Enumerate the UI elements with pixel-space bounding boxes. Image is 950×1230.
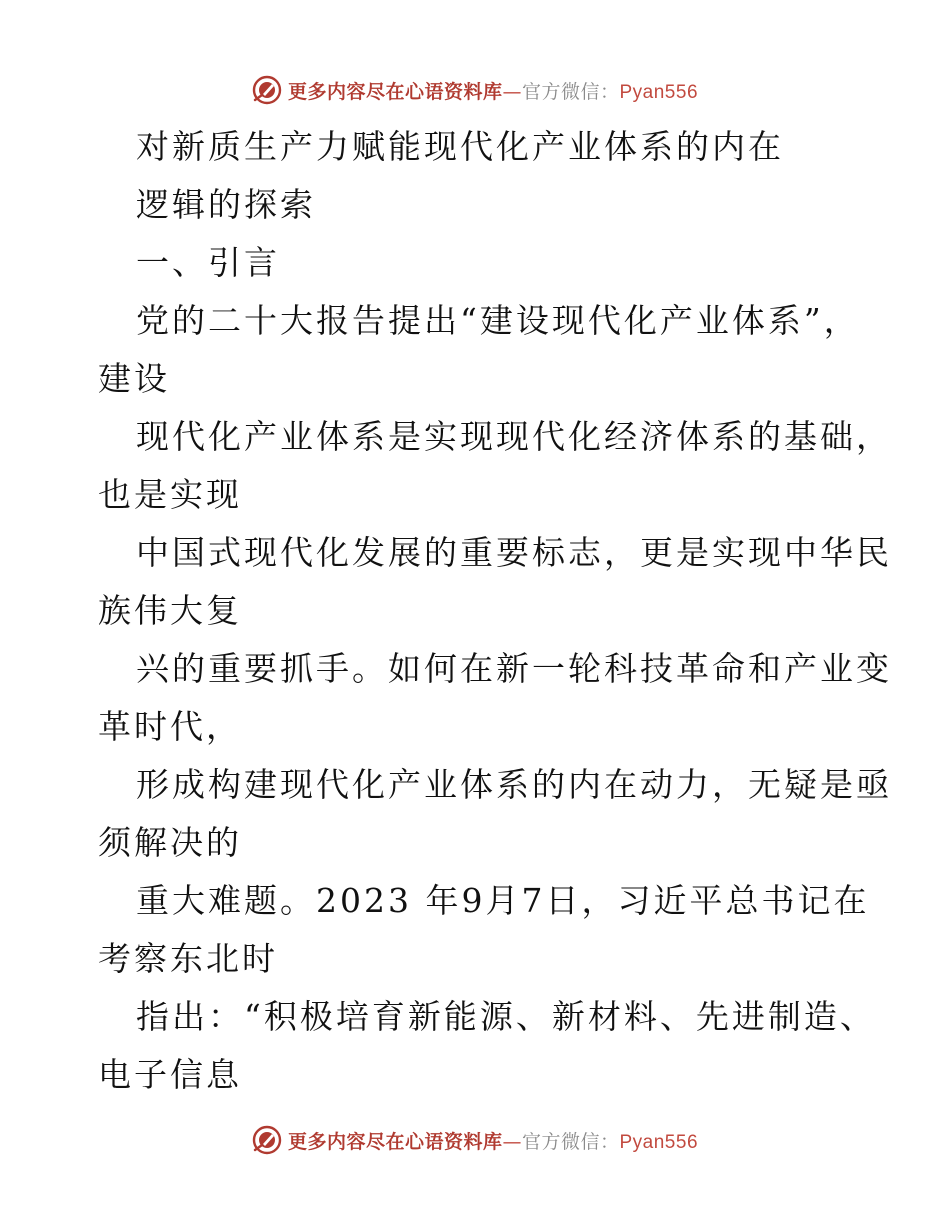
watermark-text bbox=[288, 77, 698, 104]
text-line: 革时代， bbox=[98, 707, 242, 746]
text-line: 现代化产业体系是实现现代化经济体系的基础， bbox=[136, 417, 892, 456]
text-line: 指出：“积极培育新能源、新材料、先进制造、 bbox=[136, 997, 876, 1036]
text-line: 中国式现代化发展的重要标志，更是实现中华民 bbox=[136, 533, 892, 572]
pen-logo-icon bbox=[252, 75, 282, 105]
text-line: 考察东北时 bbox=[98, 939, 278, 978]
watermark-label: 官方微信： bbox=[521, 1130, 620, 1153]
text-line: 也是实现 bbox=[98, 475, 242, 514]
text-line: 须解决的 bbox=[98, 823, 242, 862]
document-body bbox=[98, 118, 892, 1104]
watermark-wechat-id: Pyan556 bbox=[619, 81, 699, 103]
watermark-dash: — bbox=[502, 1130, 522, 1153]
text-line: 电子信息 bbox=[98, 1055, 242, 1094]
watermark-brand: 更多内容尽在心语资料库 bbox=[287, 80, 503, 103]
watermark-brand: 更多内容尽在心语资料库 bbox=[287, 1130, 503, 1153]
text-line: 形成构建现代化产业体系的内在动力，无疑是亟 bbox=[136, 765, 892, 804]
text-line: 一、引言 bbox=[136, 243, 280, 282]
watermark-text bbox=[288, 1127, 698, 1154]
watermark-dash: — bbox=[502, 80, 522, 103]
text-line: 重大难题。2023 年9月7日，习近平总书记在 bbox=[136, 881, 870, 920]
watermark-label: 官方微信： bbox=[521, 80, 620, 103]
text-line: 族伟大复 bbox=[98, 591, 242, 630]
watermark-wechat-id: Pyan556 bbox=[619, 1131, 699, 1153]
text-line: 对新质生产力赋能现代化产业体系的内在 bbox=[136, 127, 784, 166]
text-line: 建设 bbox=[98, 359, 170, 398]
pen-logo-icon bbox=[252, 1125, 282, 1155]
header-watermark-banner bbox=[0, 70, 950, 110]
text-line: 逻辑的探索 bbox=[136, 185, 316, 224]
text-line: 党的二十大报告提出“建设现代化产业体系”， bbox=[136, 301, 860, 340]
footer-watermark-banner bbox=[0, 1120, 950, 1160]
text-line: 兴的重要抓手。如何在新一轮科技革命和产业变 bbox=[136, 649, 892, 688]
